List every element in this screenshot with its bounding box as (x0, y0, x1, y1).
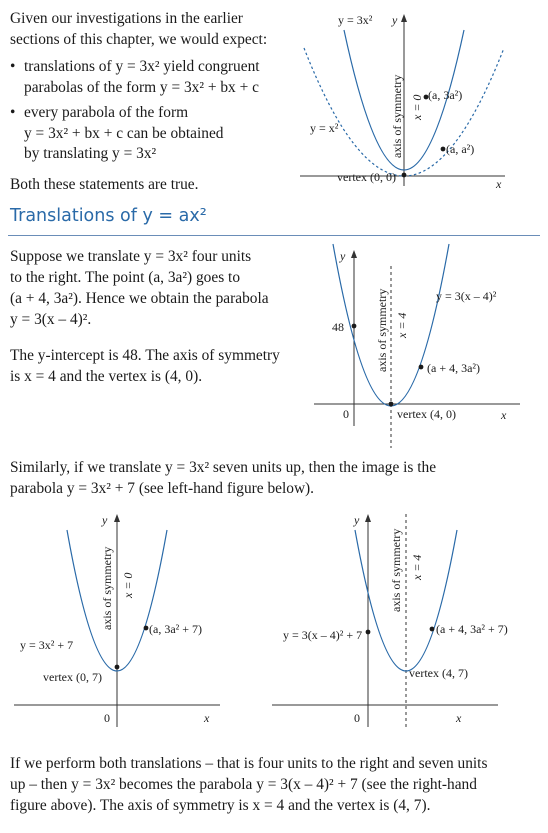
para4-line-2: up – then y = 3x² becomes the parabola y = 3(x – 4)² + 7 (see the right-hand (10, 776, 477, 793)
axes (314, 250, 520, 426)
curve-label: y = 3(x – 4)² + 7 (283, 628, 363, 642)
y-axis-label: y (102, 513, 108, 527)
symmetry-equation: x = 4 (410, 554, 424, 580)
para1-line-1: Suppose we translate y = 3x² four units (10, 248, 252, 265)
label-y-x2: y = x² (310, 121, 339, 135)
y-axis-label: y (354, 513, 360, 527)
x-axis-label: x (501, 408, 507, 422)
list-item (10, 57, 300, 98)
para2-line-2: is x = 4 and the vertex is (4, 0). (10, 368, 203, 385)
axes (272, 514, 498, 727)
y-intercept-point (366, 630, 371, 635)
bullet-icon: • (10, 104, 16, 121)
para3-line-2: parabola y = 3x² + 7 (see left-hand figure below). (10, 480, 315, 497)
y-axis-label: y (340, 249, 346, 263)
y-intercept-point (352, 324, 357, 329)
bullet-2-line-3: by translating y = 3x² (24, 145, 157, 162)
y-intercept-label: 48 (332, 320, 344, 334)
para1-line-3: (a + 4, 3a²). Hence we obtain the parabola (10, 290, 269, 307)
curve-label: y = 3(x – 4)² (436, 289, 497, 303)
bullet-2-line-2: y = 3x² + bx + c can be obtained (24, 124, 224, 142)
point-a-3a2-plus-7 (144, 626, 149, 631)
label-point-a-a2: (a, a²) (446, 142, 475, 156)
y-axis-label: y (392, 13, 398, 27)
figure-parabolas-comparison (300, 8, 540, 198)
origin-label: 0 (343, 407, 349, 421)
x-axis-label: x (204, 711, 210, 725)
vertex-point (389, 402, 394, 407)
curve-label: y = 3x² + 7 (20, 638, 74, 652)
para4-line-1: If we perform both translations – that is four units to the right and seven units (10, 755, 488, 772)
point-label: (a + 4, 3a² + 7) (436, 622, 508, 636)
para1-line-4: y = 3(x – 4)². (10, 311, 92, 328)
intro-line-2: sections of this chapter, we would expect: (10, 31, 268, 48)
label-y-3x2: y = 3x² (338, 13, 373, 27)
symmetry-equation: x = 0 (410, 94, 424, 120)
vertex-point (402, 173, 407, 178)
vertex-label: vertex (4, 7) (409, 666, 468, 680)
section-heading: Translations of y = ax² (10, 206, 207, 226)
bullet-icon: • (10, 58, 16, 75)
symmetry-equation: x = 4 (395, 312, 409, 338)
x-axis-label: x (456, 711, 462, 725)
point-label: (a, 3a² + 7) (149, 622, 203, 636)
expectations-list (10, 57, 300, 170)
figure-translation-up (10, 512, 250, 737)
vertex-label: vertex (0, 7) (43, 670, 102, 684)
list-item (10, 103, 300, 165)
vertex-label: vertex (0, 0) (337, 170, 396, 184)
axis-symmetry-label: axis of symmetry (100, 546, 114, 630)
axes (14, 514, 220, 727)
section-divider (8, 235, 540, 236)
para4-line-3: figure above). The axis of symmetry is x = 4 and the vertex is (4, 7). (10, 797, 431, 814)
intro-line-1: Given our investigations in the earlier (10, 10, 243, 27)
x-axis-label: x (496, 177, 502, 191)
bullet-1-line-2: parabolas of the form y = 3x² + bx + c (24, 78, 259, 96)
para2-line-1: The y-intercept is 48. The axis of symmetry (10, 347, 280, 364)
point-a-plus-4-3a2 (419, 365, 424, 370)
para1-line-2: to the right. The point (a, 3a²) goes to (10, 269, 241, 286)
y-intercept-point (115, 665, 120, 670)
symmetry-equation: x = 0 (121, 572, 135, 598)
bullet-2-line-1: every parabola of the form (24, 104, 189, 121)
origin-label: 0 (104, 711, 110, 725)
vertex-label: vertex (4, 0) (397, 407, 456, 421)
para3-line-1: Similarly, if we translate y = 3x² seven units up, then the image is the (10, 459, 437, 476)
figure-translation-right (310, 248, 535, 438)
point-a-plus-4-3a2-plus-7 (430, 627, 435, 632)
bullet-1-line-1: translations of y = 3x² yield congruent (24, 58, 260, 75)
point-label: (a + 4, 3a²) (427, 361, 481, 375)
intro-conclusion: Both these statements are true. (10, 176, 199, 193)
point-a-a2 (441, 147, 446, 152)
origin-label: 0 (354, 711, 360, 725)
axis-symmetry-label: axis of symmetry (389, 528, 403, 612)
axis-symmetry-label: axis of symmetry (390, 74, 404, 158)
figure-translation-right-and-up (268, 512, 540, 737)
axis-symmetry-label: axis of symmetry (375, 288, 389, 372)
label-point-a-3a2: (a, 3a²) (428, 88, 463, 102)
